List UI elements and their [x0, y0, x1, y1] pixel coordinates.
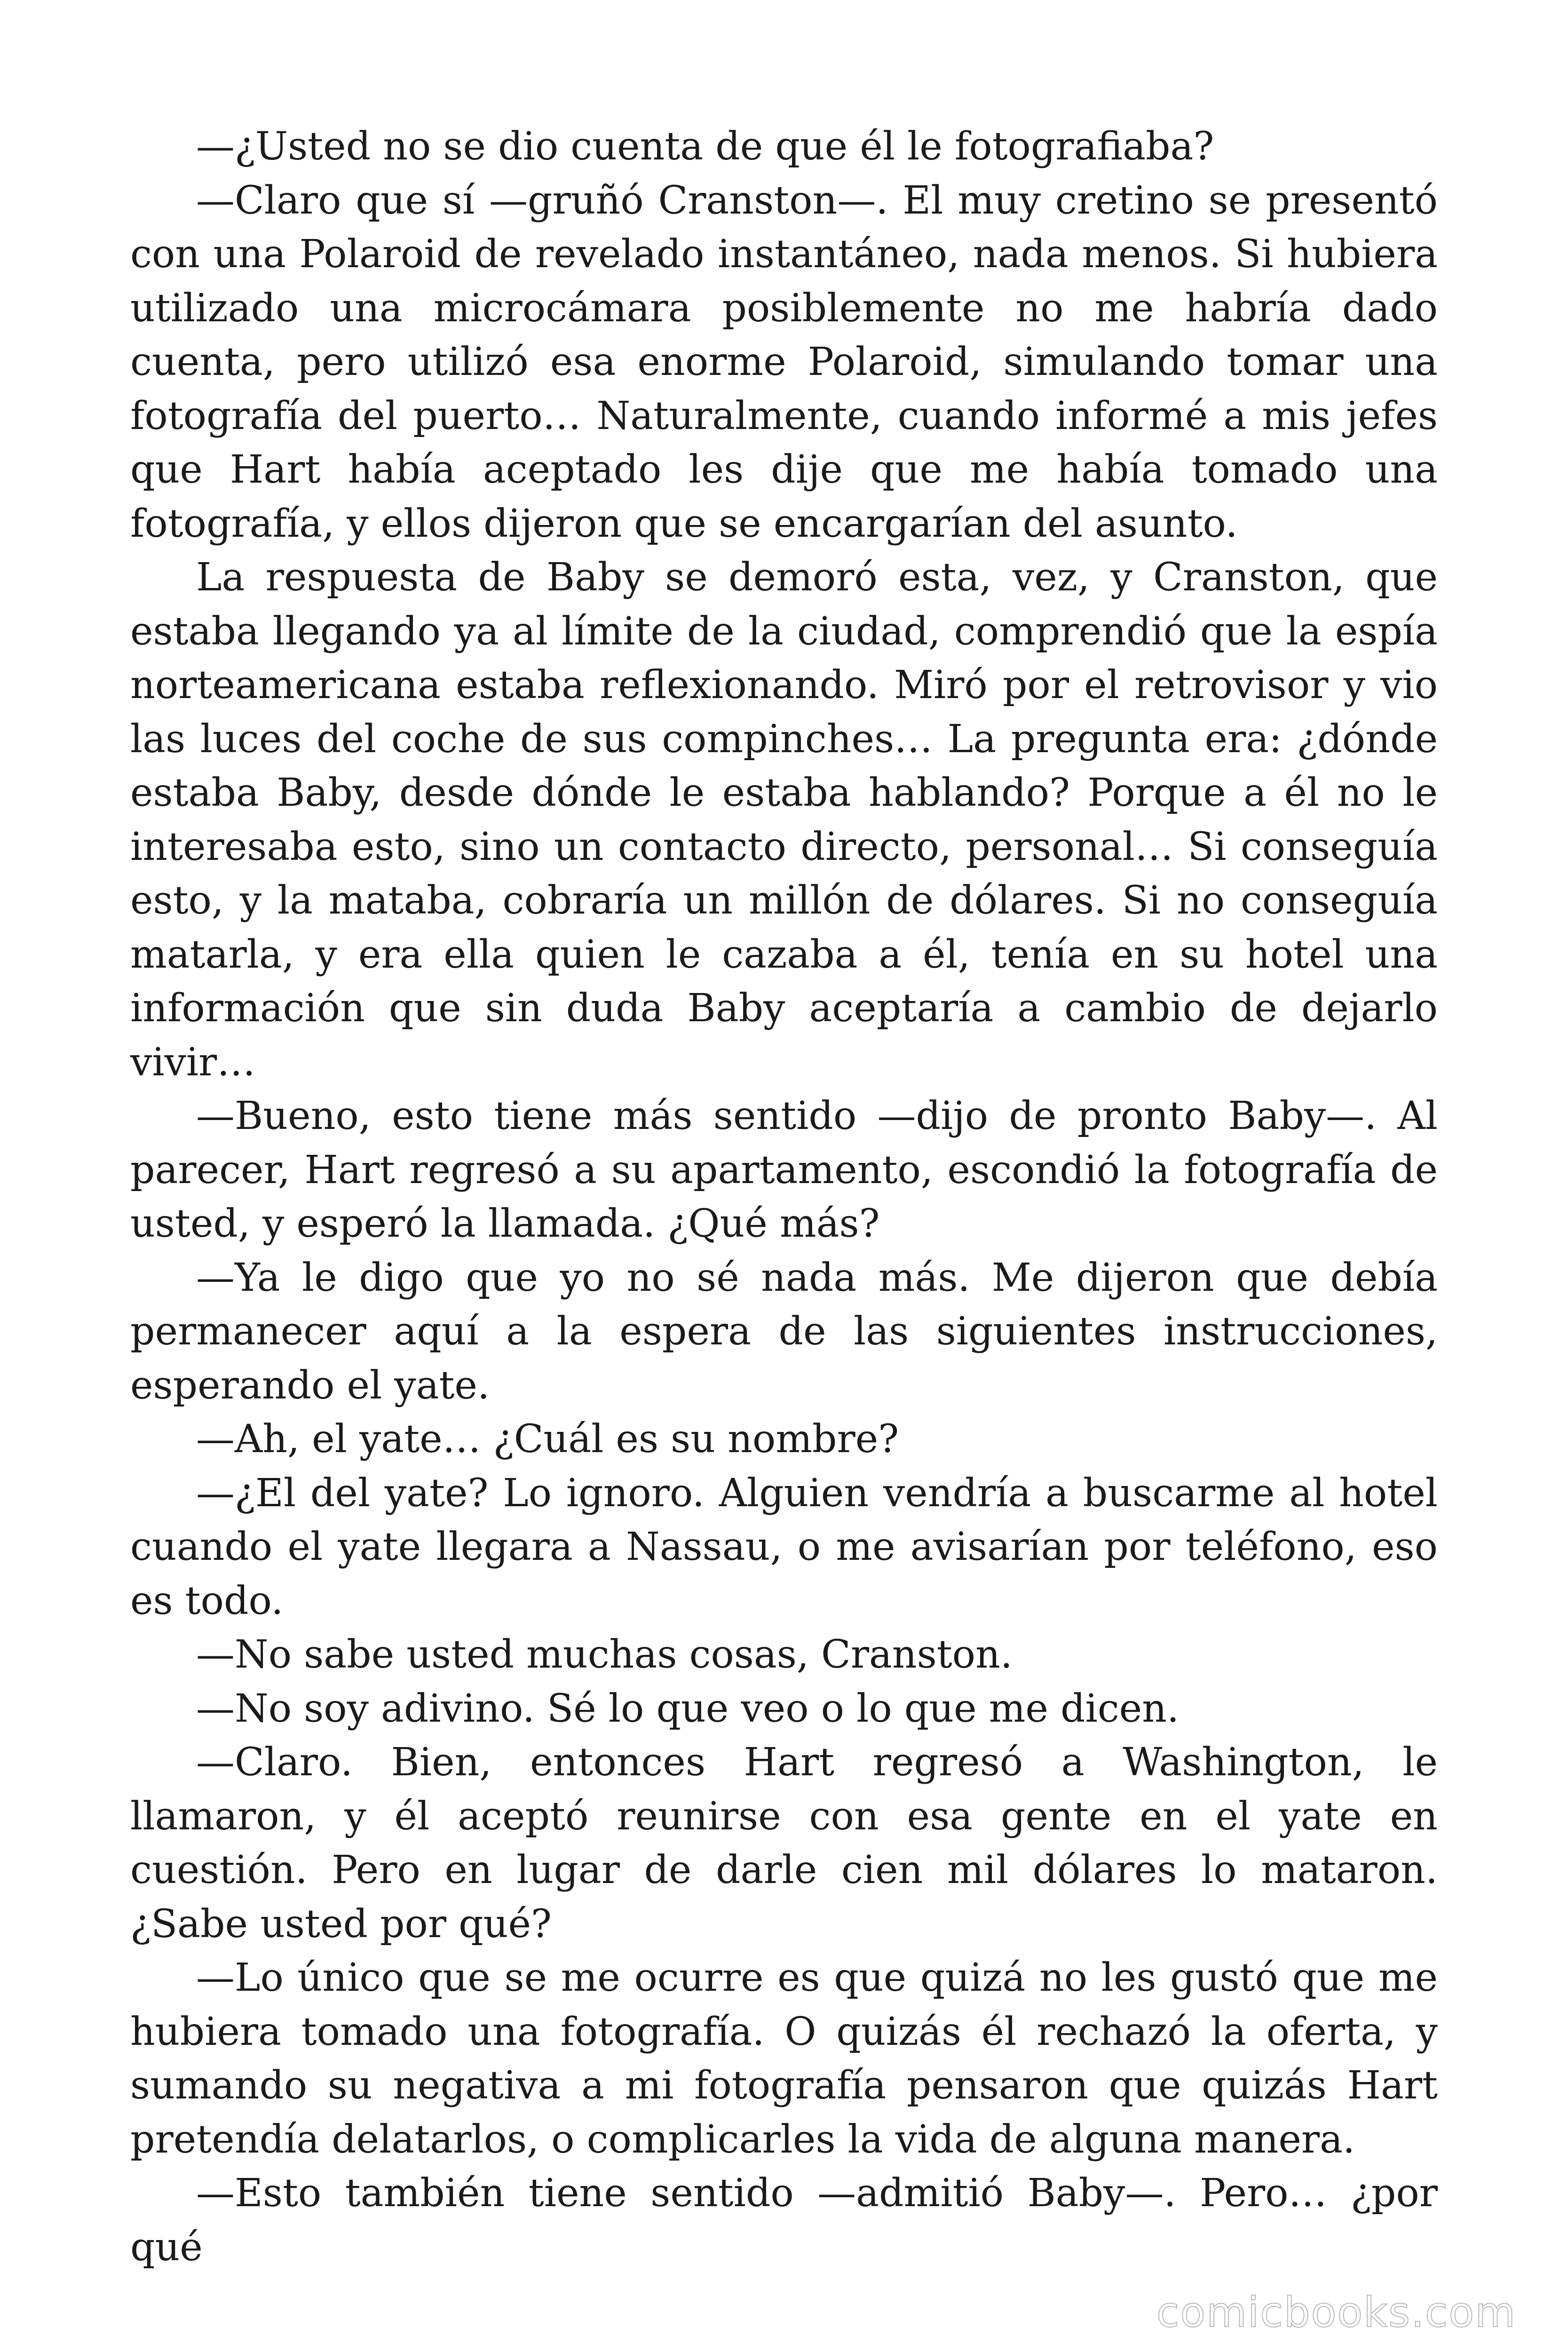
- paragraph: —Claro que sí —gruñó Cranston—. El muy cretino se presentó con una Polaroid de revelado instantáneo, nada menos. Si hubiera utilizado una microcámara posiblemente no me habría dado cuenta, pero utilizó esa enorme Polaroid, simulando tomar una fotografía del puerto… Naturalmente, cuando informé a mis jefes que Hart había aceptado les dije que me había tomado una fotografía, y ellos dijeron que se encargarían del asunto.: [130, 178, 1438, 546]
- paragraph-last: —Esto también tiene sentido —admitió Baby—. Pero… ¿por qué: [130, 2171, 1438, 2270]
- paragraph: —¿El del yate? Lo ignoro. Alguien vendría a buscarme al hotel cuando el yate llegara a Nassau, o me avisarían por teléfono, eso es todo.: [130, 1470, 1438, 1623]
- page-body: [130, 120, 1438, 2274]
- paragraph: —¿Usted no se dio cuenta de que él le fotografiaba?: [196, 124, 1214, 169]
- paragraph: —Ya le digo que yo no sé nada más. Me dijeron que debía permanecer aquí a la espera de las siguientes instrucciones, esperando el yate.: [130, 1255, 1438, 1408]
- paragraph: —No soy adivino. Sé lo que veo o lo que me dicen.: [196, 1686, 1180, 1731]
- paragraph: La respuesta de Baby se demoró esta, vez, y Cranston, que estaba llegando ya al límite de la ciudad, comprendió que la espía norteamericana estaba reflexionando. Miró por el retrovisor y vio las luces del coche de sus compinches… La pregunta era: ¿dónde estaba Baby, desde dónde le estaba hablando? Porque a él no le interesaba esto, sino un contacto directo, personal… Si conseguía esto, y la mataba, cobraría un millón de dólares. Si no conseguía matarla, y era ella quien le cazaba a él, tenía en su hotel una información que sin duda Baby aceptaría a cambio de dejarlo vivir…: [130, 555, 1438, 1085]
- paragraph: —Claro. Bien, entonces Hart regresó a Washington, le llamaron, y él aceptó reunirse con esa gente en el yate en cuestión. Pero en lugar de darle cien mil dólares lo mataron. ¿Sabe usted por qué?: [130, 1740, 1438, 1947]
- watermark: comicbooks.com: [1156, 2288, 1516, 2336]
- paragraph: —No sabe usted muchas cosas, Cranston.: [196, 1632, 1013, 1677]
- paragraph: —Ah, el yate… ¿Cuál es su nombre?: [196, 1417, 899, 1462]
- paragraph: —Bueno, esto tiene más sentido —dijo de pronto Baby—. Al parecer, Hart regresó a su apartamento, escondió la fotografía de usted, y esperó la llamada. ¿Qué más?: [130, 1094, 1438, 1246]
- paragraph: —Lo único que se me ocurre es que quizá no les gustó que me hubiera tomado una fotografía. O quizás él rechazó la oferta, y sumando su negativa a mi fotografía pensaron que quizás Hart pretendía delatarlos, o complicarles la vida de alguna manera.: [130, 1955, 1438, 2162]
